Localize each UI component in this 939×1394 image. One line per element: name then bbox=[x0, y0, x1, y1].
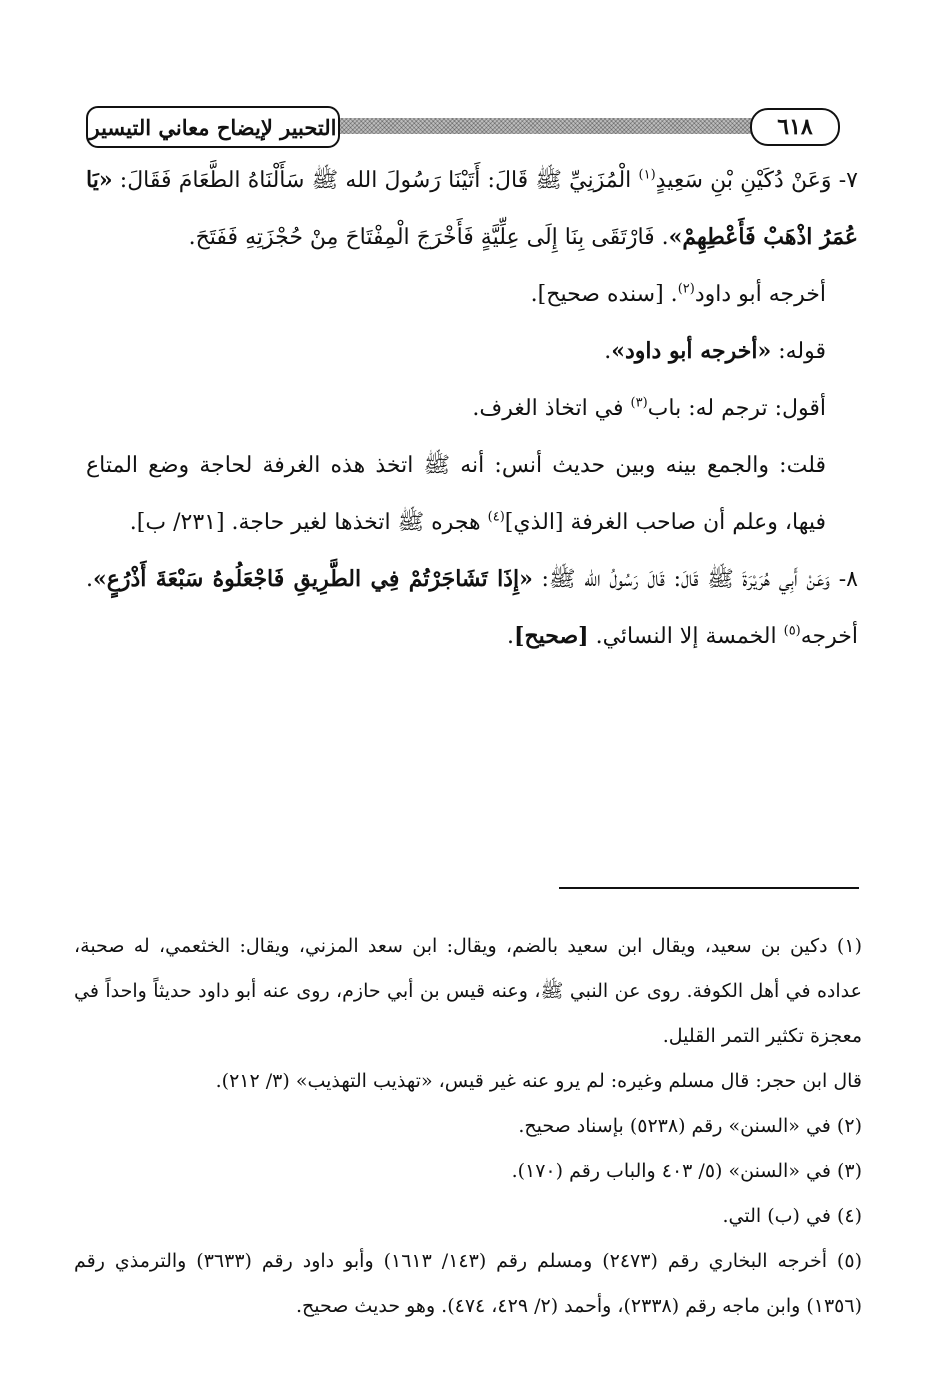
footnote-1: (١) دكين بن سعيد، ويقال ابن سعيد بالضم، ويقال: ابن سعد المزني، ويقال: الخثعمي، له صحبة، عداده في أهل الكوفة. روى عن النبي ﷺ، وعنه قيس بن أبي حازم، روى عنه أبو داود حديثاً واحداً في معجزة تكثير التمر القليل. bbox=[74, 935, 862, 1047]
footnote-ref-3: (٣) bbox=[630, 395, 648, 411]
footnote-ref-2: (٢) bbox=[677, 281, 695, 297]
footnote-1-continuation: قال ابن حجر: قال مسلم وغيره: لم يرو عنه غير قيس، «تهذيب التهذيب» (٣/ ٢١٢). bbox=[215, 1070, 862, 1092]
qawluh-line: قوله: «أخرجه أبو داود». bbox=[604, 338, 826, 364]
footnote-2: (٢) في «السنن» رقم (٥٢٣٨) بإسناد صحيح. bbox=[518, 1115, 862, 1137]
footnote-4: (٤) في (ب) التي. bbox=[722, 1205, 862, 1227]
footnotes bbox=[74, 924, 862, 1329]
aqul-line: أقول: ترجم له: باب$^{(٣)}$ في اتخاذ الغرف. bbox=[472, 395, 826, 421]
footnote-separator bbox=[559, 887, 859, 889]
main-text bbox=[86, 152, 858, 665]
qultu-paragraph: قلت: والجمع بينه وبين حديث أنس: أنه ﷺ اتخذ هذه الغرفة لحاجة وضع المتاع فيها، وعلم أن صاحب الغرفة [الذي]$^{(٤)}$ هجره ﷺ اتخذها لغير حاجة. [٢٣١/ ب]. bbox=[86, 453, 826, 535]
running-header bbox=[86, 104, 840, 150]
footnote-ref-5: (٥) bbox=[783, 623, 801, 639]
grade-label: [صحيح] bbox=[514, 623, 589, 649]
footnote-5: (٥) أخرجه البخاري رقم (٢٤٧٣) ومسلم رقم (١٤٣/ ١٦١٣) وأبو داود رقم (٣٦٣٣) والترمذي رقم (١٣٥٦) وابن ماجه رقم (٢٣٣٨)، وأحمد (٢/ ٤٢٩، ٤٧٤). وهو حديث صحيح. bbox=[74, 1250, 862, 1317]
hadith-7: ٧- وَعَنْ دُكَيْنِ بْنِ سَعِيدٍ$^{(١)}$ الْمُزَنِيِّ ﷺ قَالَ: أَتَيْنَا رَسُولَ الله ﷺ سَأَلْنَاهُ الطَّعَامَ فَقَالَ: «يَا عُمَرُ اذْهَبْ فَأَعْطِهِمْ». فَارْتَقَى بِنَا إِلَى عِلِّيَّةٍ فَأَخْرَجَ الْمِفْتَاحَ مِنْ حُجْزَتِهِ فَفَتَحَ. bbox=[86, 167, 858, 250]
page-number: ٦١٨ bbox=[750, 108, 840, 146]
hadith-8-quote: «إِذَا تَشَاجَرْتُمْ فِي الطَّرِيقِ فَاجْعَلُوهُ سَبْعَةَ أَذْرُعٍ» bbox=[93, 566, 533, 592]
book-title: التحبير لإيضاح معاني التيسير bbox=[86, 106, 340, 148]
footnote-ref-4: (٤) bbox=[487, 509, 505, 525]
hadith-7-quote: «يَا عُمَرُ اذْهَبْ فَأَعْطِهِمْ» bbox=[86, 167, 858, 250]
footnote-ref-1: (١) bbox=[638, 167, 656, 183]
hadith-8: ٨- وَعَنْ أَبِي هُرَيْرَةَ ﷺ قَالَ: قَالَ رَسُولُ الله ﷺ: «إِذَا تَشَاجَرْتُمْ فِي الطَّرِيقِ فَاجْعَلُوهُ سَبْعَةَ أَذْرُعٍ». أخرجه$^{(٥)}$ الخمسة إلا النسائي. [صحيح]. bbox=[86, 566, 858, 649]
takhrij-7: أخرجه أبو داود$^{(٢)}$. [سنده صحيح]. bbox=[530, 281, 826, 307]
footnote-3: (٣) في «السنن» (٥/ ٤٠٣ والباب رقم (١٧٠). bbox=[511, 1160, 862, 1182]
